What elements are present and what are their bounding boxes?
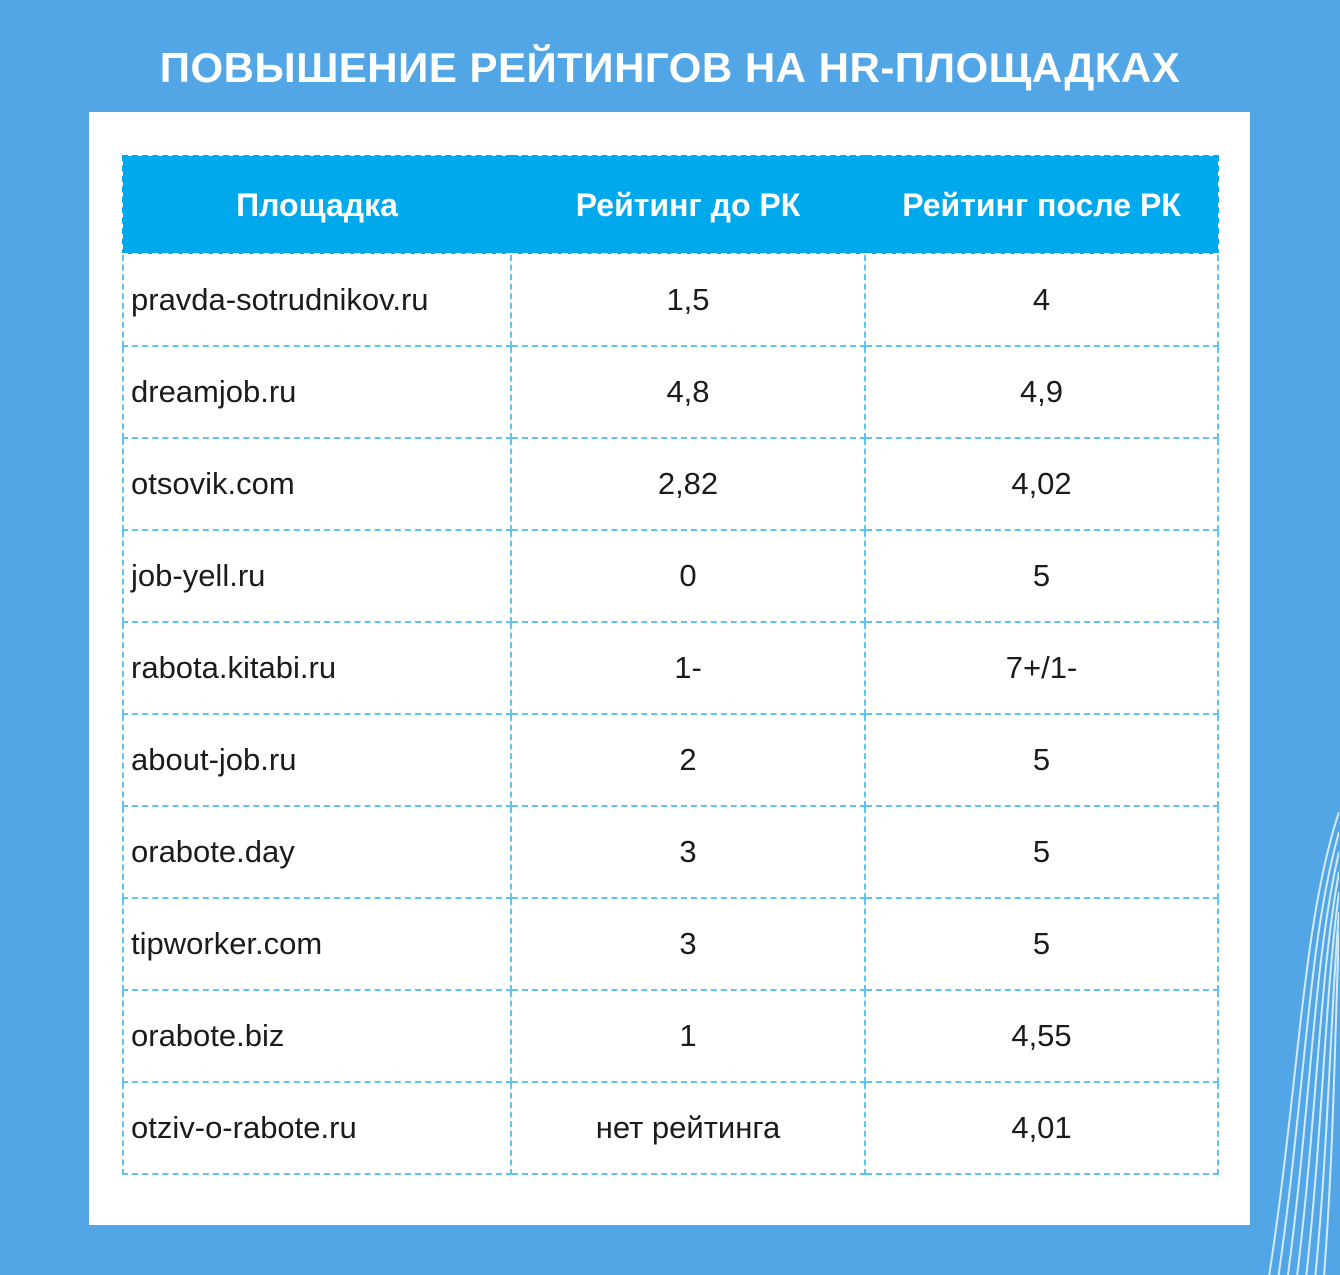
platform-cell: tipworker.com	[123, 898, 511, 990]
platform-cell: orabote.day	[123, 806, 511, 898]
rating-after-cell: 4	[865, 254, 1218, 346]
table-row	[123, 530, 1218, 622]
rating-before-cell: 3	[511, 898, 865, 990]
table-row	[123, 254, 1218, 346]
wave-pattern-decoration	[1239, 812, 1339, 1275]
ratings-table	[122, 155, 1219, 1175]
rating-after-cell: 4,02	[865, 438, 1218, 530]
platform-cell: otziv-o-rabote.ru	[123, 1082, 511, 1174]
table-row	[123, 806, 1218, 898]
page-title: ПОВЫШЕНИЕ РЕЙТИНГОВ НА HR-ПЛОЩАДКАХ	[159, 44, 1181, 91]
rating-after-cell: 5	[865, 806, 1218, 898]
rating-after-cell: 5	[865, 714, 1218, 806]
platform-cell: dreamjob.ru	[123, 346, 511, 438]
platform-cell: rabota.kitabi.ru	[123, 622, 511, 714]
platform-cell: pravda-sotrudnikov.ru	[123, 254, 511, 346]
rating-before-cell: 1-	[511, 622, 865, 714]
rating-after-cell: 7+/1-	[865, 622, 1218, 714]
platform-cell: about-job.ru	[123, 714, 511, 806]
header-rating-after: Рейтинг после РК	[865, 156, 1218, 254]
table-row	[123, 990, 1218, 1082]
rating-before-cell: 2,82	[511, 438, 865, 530]
rating-before-cell: 2	[511, 714, 865, 806]
table-row	[123, 346, 1218, 438]
rating-before-cell: 1,5	[511, 254, 865, 346]
rating-before-cell: 0	[511, 530, 865, 622]
rating-before-cell: нет рейтинга	[511, 1082, 865, 1174]
table-card	[89, 112, 1250, 1225]
rating-after-cell: 4,9	[865, 346, 1218, 438]
platform-cell: otsovik.com	[123, 438, 511, 530]
table-header-row	[123, 156, 1218, 254]
header-platform: Площадка	[123, 156, 511, 254]
rating-after-cell: 4,55	[865, 990, 1218, 1082]
table-row	[123, 714, 1218, 806]
table-row	[123, 622, 1218, 714]
table-row	[123, 898, 1218, 990]
platform-cell: job-yell.ru	[123, 530, 511, 622]
rating-after-cell: 4,01	[865, 1082, 1218, 1174]
rating-before-cell: 3	[511, 806, 865, 898]
rating-before-cell: 4,8	[511, 346, 865, 438]
header-rating-before: Рейтинг до РК	[511, 156, 865, 254]
rating-after-cell: 5	[865, 898, 1218, 990]
rating-before-cell: 1	[511, 990, 865, 1082]
platform-cell: orabote.biz	[123, 990, 511, 1082]
table-row	[123, 1082, 1218, 1174]
table-row	[123, 438, 1218, 530]
rating-after-cell: 5	[865, 530, 1218, 622]
